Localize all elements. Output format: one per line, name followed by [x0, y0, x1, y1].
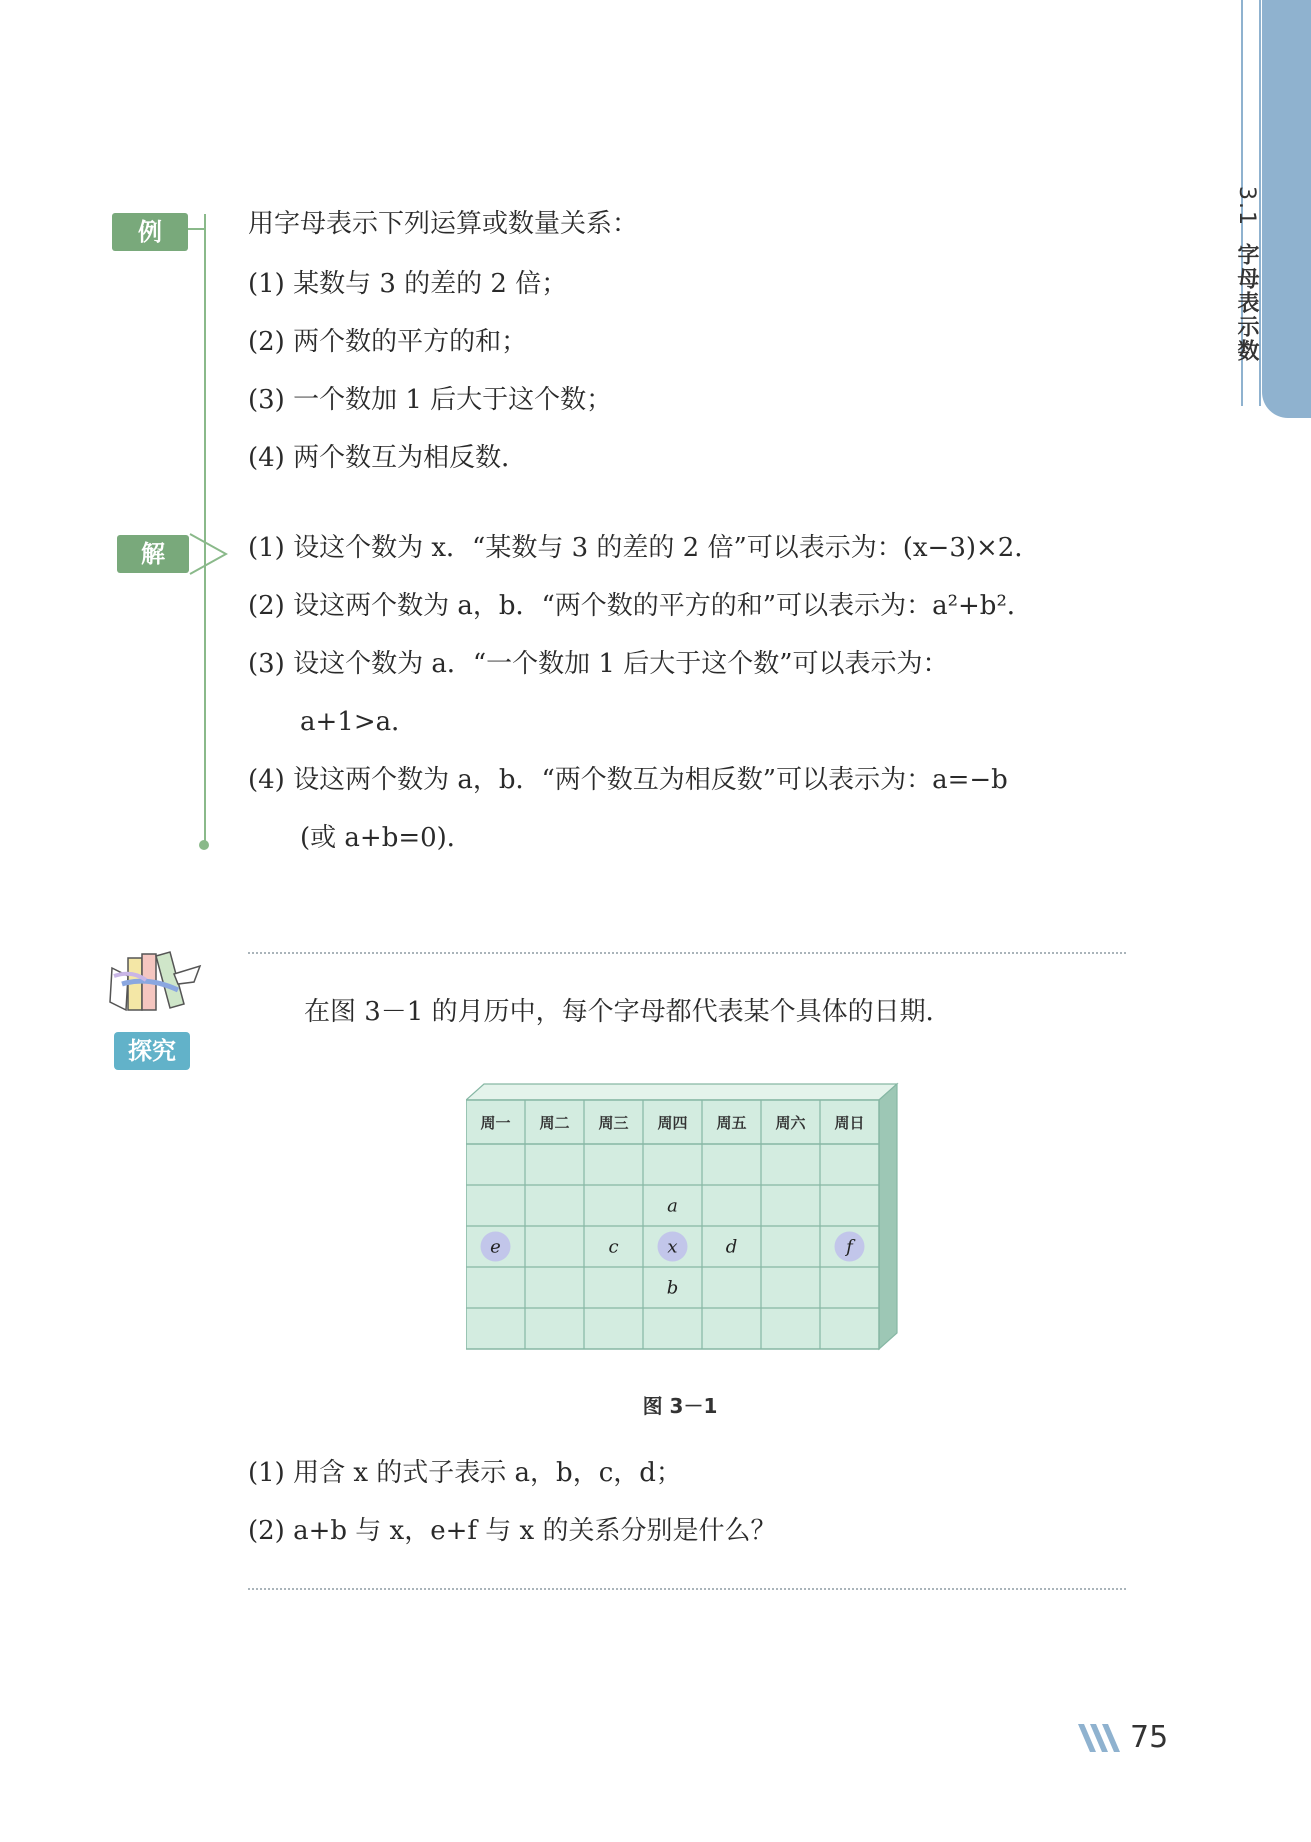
solution-badge: 解: [117, 535, 189, 573]
section-title: 字母表示数: [1234, 243, 1259, 363]
calendar-side-face: [879, 1084, 897, 1349]
calendar-header-3: 周四: [657, 1114, 688, 1132]
section-label: [1222, 186, 1262, 363]
example-item-2: (2) 两个数的平方的和；: [248, 327, 528, 357]
solution-line-3: (3) 设这个数为 a．“一个数加 1 后大于这个数”可以表示为：: [248, 649, 949, 679]
calendar-letter-c: c: [608, 1236, 619, 1258]
calendar-letter-f: f: [846, 1236, 853, 1258]
example-intro: 用字母表示下列运算或数量关系：: [248, 209, 639, 239]
explore-bottom-divider: [248, 1588, 1126, 1590]
solution-line-1: (1) 设这个数为 x．“某数与 3 的差的 2 倍”可以表示为：(x−3)×2．: [248, 533, 1041, 563]
calendar-header-2: 周三: [598, 1114, 629, 1132]
calendar-face: [466, 1100, 879, 1349]
section-number: 3.1: [1234, 186, 1259, 227]
calendar-grid: [466, 1084, 897, 1349]
calendar-letter-e: e: [490, 1236, 501, 1258]
frame-line: [204, 214, 206, 844]
solution-line-4-cont: (或 a+b=0)．: [300, 823, 473, 853]
calendar-header-6: 周日: [834, 1114, 865, 1132]
solution-line-3-cont: a+1>a．: [300, 707, 418, 737]
example-item-1: (1) 某数与 3 的差的 2 倍；: [248, 269, 568, 299]
explore-badge: 探究: [114, 1032, 190, 1070]
explore-top-divider: [248, 952, 1126, 954]
side-tab: [1262, 0, 1311, 418]
calendar-figure: [466, 1082, 906, 1358]
page-number: 75: [1130, 1720, 1169, 1755]
books-icon: [108, 946, 202, 1018]
solution-line-4: (4) 设这两个数为 a，b．“两个数互为相反数”可以表示为：a=−b: [248, 765, 1008, 795]
calendar-header-0: 周一: [480, 1114, 511, 1132]
calendar-letter-x: x: [667, 1236, 678, 1258]
frame-end-dot: [199, 840, 209, 850]
calendar-header-5: 周六: [775, 1114, 806, 1132]
calendar-letter-a: a: [667, 1195, 678, 1217]
calendar-letter-b: b: [666, 1277, 679, 1299]
explore-question-2: (2) a+b 与 x，e+f 与 x 的关系分别是什么？: [248, 1516, 777, 1546]
calendar-letter-d: d: [725, 1236, 738, 1258]
explore-intro: 在图 3－1 的月历中，每个字母都代表某个具体的日期．: [304, 997, 952, 1027]
solution-arrow-icon: [188, 532, 228, 576]
solution-line-2: (2) 设这两个数为 a，b．“两个数的平方的和”可以表示为：a²+b²．: [248, 591, 1033, 621]
example-item-4: (4) 两个数互为相反数．: [248, 443, 528, 473]
example-badge: 例: [112, 213, 188, 251]
calendar-top-face: [466, 1084, 897, 1100]
frame-tick: [188, 228, 206, 230]
page-mark-icon: [1078, 1722, 1128, 1754]
figure-caption: 图 3－1: [642, 1394, 718, 1418]
calendar-header-4: 周五: [716, 1114, 747, 1132]
calendar-header-1: 周二: [539, 1114, 570, 1132]
example-item-3: (3) 一个数加 1 后大于这个数；: [248, 385, 613, 415]
explore-question-1: (1) 用含 x 的式子表示 a，b，c，d；: [248, 1458, 682, 1488]
